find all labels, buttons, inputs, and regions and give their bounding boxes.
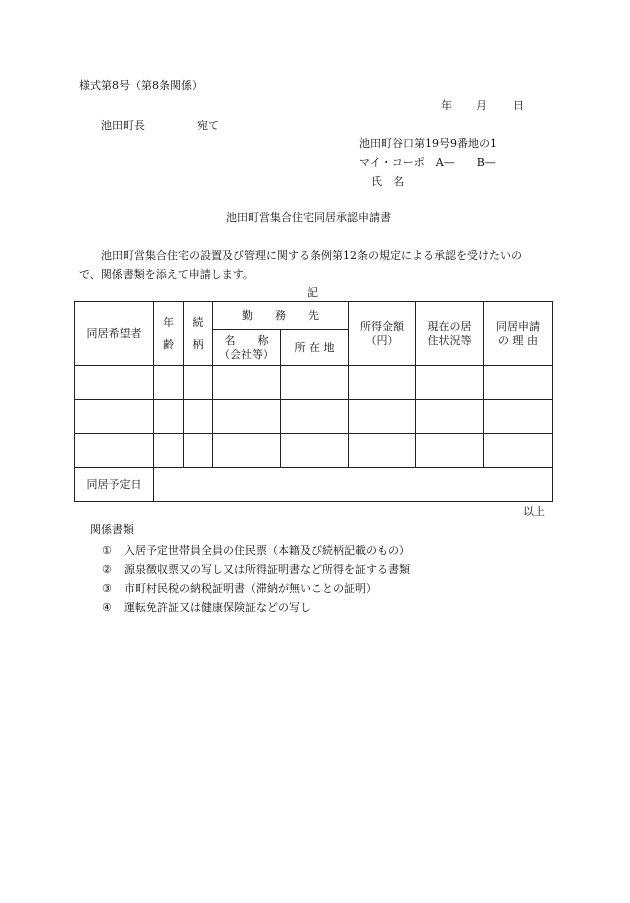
cohabitant-table bbox=[74, 301, 553, 502]
cell-income[interactable] bbox=[349, 434, 416, 468]
header-age-line-1: 年 bbox=[163, 315, 174, 329]
cell-current[interactable] bbox=[416, 434, 484, 468]
header-relation-line-2: 柄 bbox=[192, 337, 204, 351]
header-income bbox=[349, 302, 416, 366]
cell-company[interactable] bbox=[213, 400, 281, 434]
header-applicant: 同居希望者 bbox=[75, 302, 154, 366]
document-title: 池田町営集合住宅同居承認申請書 bbox=[226, 211, 391, 224]
list-item bbox=[102, 541, 410, 560]
list-item-number: ② bbox=[102, 563, 112, 576]
cell-applicant[interactable] bbox=[75, 400, 154, 434]
header-age-line-2: 齢 bbox=[163, 337, 174, 351]
cell-relation[interactable] bbox=[184, 366, 213, 400]
applicant-address: 池田町谷口第19号9番地の1 bbox=[359, 137, 497, 150]
cell-company[interactable] bbox=[213, 366, 281, 400]
planned-date-field[interactable] bbox=[154, 468, 553, 502]
list-item-text: 入居予定世帯員全員の住民票（本籍及び続柄記載のもの） bbox=[124, 544, 410, 557]
date-month-label: 月 bbox=[476, 99, 487, 112]
cell-applicant[interactable] bbox=[75, 366, 154, 400]
list-item-number: ④ bbox=[102, 601, 112, 614]
header-income-line-2: （円） bbox=[365, 333, 399, 347]
list-item bbox=[102, 598, 410, 617]
list-item-number: ① bbox=[102, 544, 112, 557]
header-company-line-1: 名 称 bbox=[224, 333, 269, 347]
ki-label: 記 bbox=[307, 286, 318, 299]
form-number: 様式第8号（第8条関係） bbox=[79, 79, 203, 92]
list-item-text: 源泉徴収票又の写し又は所得証明書など所得を証する書類 bbox=[124, 563, 410, 576]
header-location: 所 在 地 bbox=[281, 330, 349, 366]
header-current-residence bbox=[416, 302, 484, 366]
cell-current[interactable] bbox=[416, 366, 484, 400]
cell-reason[interactable] bbox=[484, 400, 553, 434]
cell-age[interactable] bbox=[154, 366, 184, 400]
cell-relation[interactable] bbox=[184, 434, 213, 468]
header-reason-line-1: 同居申請 bbox=[496, 319, 540, 333]
body-line-2: で、関係書類を添えて申請します。 bbox=[79, 268, 254, 281]
list-item bbox=[102, 579, 410, 598]
date-year-label: 年 bbox=[441, 99, 452, 112]
cell-income[interactable] bbox=[349, 366, 416, 400]
planned-date-label: 同居予定日 bbox=[75, 468, 154, 502]
related-docs-heading: 関係書類 bbox=[90, 523, 134, 536]
cell-company[interactable] bbox=[213, 434, 281, 468]
addressee-name: 池田町長 bbox=[101, 119, 145, 132]
planned-date-row bbox=[75, 468, 553, 502]
table-row bbox=[75, 366, 553, 400]
applicant-building: マイ・コーポ A— B— bbox=[359, 156, 496, 169]
cell-location[interactable] bbox=[281, 366, 349, 400]
header-reason-line-2: の 理 由 bbox=[498, 333, 538, 347]
date-day-label: 日 bbox=[513, 99, 524, 112]
header-company bbox=[213, 330, 281, 366]
header-relation bbox=[184, 302, 213, 366]
ijou-label: 以上 bbox=[523, 505, 545, 518]
cell-relation[interactable] bbox=[184, 400, 213, 434]
list-item-number: ③ bbox=[102, 582, 112, 595]
list-item-text: 市町村民税の納税証明書（滞納が無いことの証明） bbox=[124, 582, 377, 595]
header-workplace: 勤 務 先 bbox=[213, 302, 349, 330]
header-relation-line-1: 続 bbox=[192, 315, 204, 329]
cell-income[interactable] bbox=[349, 400, 416, 434]
list-item bbox=[102, 560, 410, 579]
body-line-1: 池田町営集合住宅の設置及び管理に関する条例第12条の規定による承認を受けたいの bbox=[101, 249, 522, 262]
header-current-line-1: 現在の居 bbox=[427, 319, 472, 333]
cell-applicant[interactable] bbox=[75, 434, 154, 468]
cell-age[interactable] bbox=[154, 400, 184, 434]
header-age bbox=[154, 302, 184, 366]
applicant-name-label: 氏 名 bbox=[371, 175, 404, 188]
header-current-line-2: 住状況等 bbox=[427, 333, 472, 347]
list-item-text: 運転免許証又は健康保険証などの写し bbox=[124, 601, 311, 614]
cell-reason[interactable] bbox=[484, 434, 553, 468]
cell-location[interactable] bbox=[281, 400, 349, 434]
table-row bbox=[75, 434, 553, 468]
cell-age[interactable] bbox=[154, 434, 184, 468]
cell-reason[interactable] bbox=[484, 366, 553, 400]
header-income-line-1: 所得金額 bbox=[360, 319, 404, 333]
cell-current[interactable] bbox=[416, 400, 484, 434]
addressee-suffix: 宛て bbox=[197, 119, 219, 132]
table-row bbox=[75, 400, 553, 434]
header-company-line-2: （会社等） bbox=[219, 347, 274, 361]
cell-location[interactable] bbox=[281, 434, 349, 468]
related-docs-list bbox=[102, 541, 410, 617]
header-reason bbox=[484, 302, 553, 366]
